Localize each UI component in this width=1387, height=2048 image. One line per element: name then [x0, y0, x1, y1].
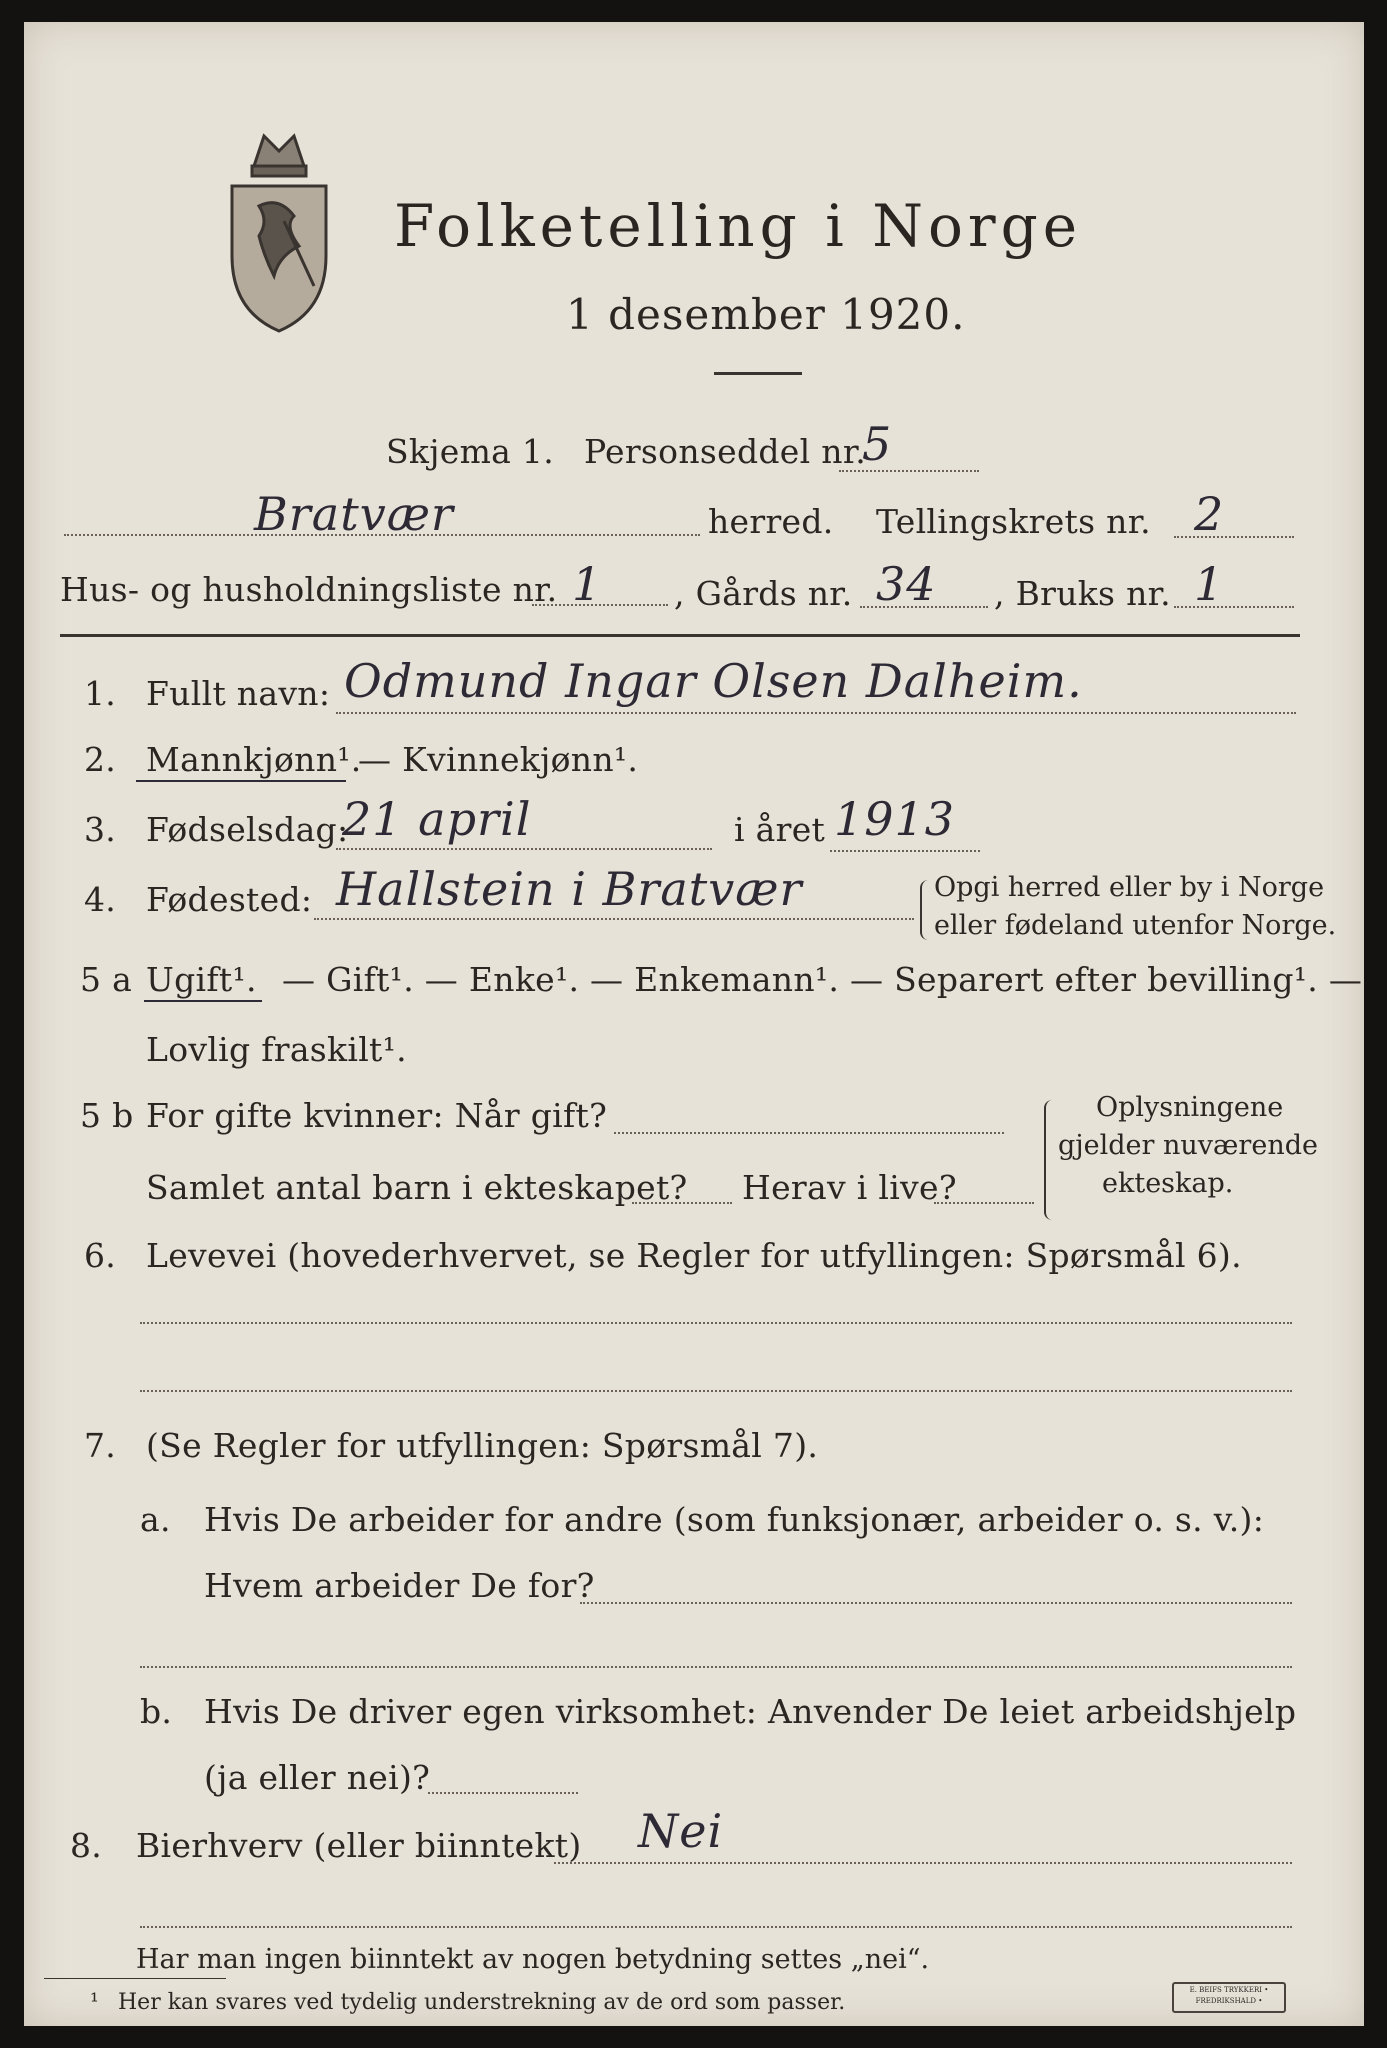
q7a-letter: a.	[140, 1500, 171, 1539]
q4-label: Fødested:	[146, 880, 313, 919]
q6-number: 6.	[84, 1236, 117, 1275]
printer-stamp: E. BEIFS TRYKKERI • FREDRIKSHALD •	[1172, 1982, 1286, 2013]
footnote-text: Her kan svares ved tydelig understrekning av de ord som passer.	[118, 1990, 846, 2015]
footnote-rule	[44, 1978, 226, 1979]
q4-field-line	[314, 918, 914, 920]
q3-year-field-line	[830, 850, 980, 852]
q7b-line2: (ja eller nei)?	[204, 1758, 431, 1797]
q5b-alive-field-line	[934, 1202, 1034, 1204]
q5b-children-field-line	[632, 1202, 732, 1204]
q7b-line1: Hvis De driver egen virksomhet: Anvender De leiet arbeidshjelp	[204, 1692, 1297, 1731]
footnote-mark: ¹	[90, 1990, 99, 2015]
tellingskrets-field-line	[1174, 536, 1294, 538]
census-date: 1 desember 1920.	[566, 290, 966, 339]
q6-field-line-2	[140, 1390, 1292, 1392]
q7b-letter: b.	[140, 1692, 173, 1731]
birth-year-value[interactable]: 1913	[834, 792, 956, 846]
bruks-label: , Bruks nr.	[994, 574, 1171, 613]
q3-label: Fødselsdag:	[146, 810, 349, 849]
q3-number: 3.	[84, 810, 117, 849]
q6-label: Levevei (hovederhvervet, se Regler for utfyllingen: Spørsmål 6).	[146, 1236, 1242, 1275]
q5a-ugift-underline	[144, 1000, 262, 1002]
personseddel-label: Personseddel nr.	[584, 432, 867, 471]
q3-field-line	[336, 848, 712, 850]
q5b-note-line1: Oplysningene	[1096, 1092, 1284, 1123]
q5b-alive-label: Herav i live?	[742, 1168, 957, 1207]
gards-label: , Gårds nr.	[674, 574, 853, 613]
form-title: Folketelling i Norge	[394, 192, 1083, 260]
q5b-married-field-line	[614, 1132, 1004, 1134]
q5a-other-options[interactable]: — Gift¹. — Enke¹. — Enkemann¹. — Separert efter bevilling¹. —	[282, 960, 1363, 999]
schema-label: Skjema 1.	[386, 432, 555, 471]
q7a-field-line-2	[140, 1666, 1292, 1668]
census-form	[24, 22, 1364, 2026]
q5b-note-line2: gjelder nuværende	[1058, 1130, 1318, 1161]
q8-number: 8.	[70, 1826, 103, 1865]
q7a-line2: Hvem arbeider De for?	[204, 1566, 595, 1605]
q2-female-option[interactable]: — Kvinnekjønn¹.	[358, 740, 639, 779]
section-rule	[60, 634, 1300, 637]
tellingskrets-value[interactable]: 2	[1194, 487, 1225, 541]
q3-year-label: i året	[734, 810, 826, 849]
personseddel-field-line	[839, 470, 979, 472]
q5b-note-line3: ekteskap.	[1102, 1168, 1234, 1199]
q6-field-line-1	[140, 1322, 1292, 1324]
hus-value[interactable]: 1	[572, 557, 603, 611]
q7-label: (Se Regler for utfyllingen: Spørsmål 7).	[146, 1426, 819, 1465]
birthday-value[interactable]: 21 april	[342, 792, 532, 846]
q8-note: Har man ingen biinntekt av nogen betydning settes „nei“.	[136, 1944, 930, 1975]
q5b-brace	[1044, 1100, 1054, 1220]
q4-number: 4.	[84, 880, 117, 919]
tellingskrets-label: Tellingskrets nr.	[876, 502, 1151, 541]
q5a-ugift-option[interactable]: Ugift¹.	[146, 960, 257, 999]
herred-label: herred.	[708, 502, 834, 541]
q4-note-line1: Opgi herred eller by i Norge	[934, 872, 1325, 903]
birthplace-value[interactable]: Hallstein i Bratvær	[336, 862, 803, 916]
q1-field-line	[336, 712, 1296, 714]
side-income-value[interactable]: Nei	[638, 1804, 724, 1858]
q7b-field-line	[428, 1792, 578, 1794]
q7a-field-line-1	[580, 1602, 1292, 1604]
q5a-fraskilt-option[interactable]: Lovlig fraskilt¹.	[146, 1030, 407, 1069]
q1-number: 1.	[84, 674, 117, 713]
coat-of-arms-icon	[224, 126, 334, 336]
q8-field-line-2	[140, 1926, 1292, 1928]
title-divider	[714, 372, 802, 375]
q5b-number: 5 b	[80, 1096, 134, 1135]
q4-brace	[920, 880, 930, 940]
personseddel-value[interactable]: 5	[862, 417, 893, 471]
q5a-number: 5 a	[80, 960, 133, 999]
hus-label: Hus- og husholdningsliste nr.	[60, 570, 558, 609]
q1-label: Fullt navn:	[146, 674, 331, 713]
q7a-line1: Hvis De arbeider for andre (som funksjonær, arbeider o. s. v.):	[204, 1500, 1265, 1539]
full-name-value[interactable]: Odmund Ingar Olsen Dalheim.	[344, 654, 1083, 708]
q7-number: 7.	[84, 1426, 117, 1465]
q4-note-line2: eller fødeland utenfor Norge.	[934, 910, 1337, 941]
q8-label: Bierhverv (eller biinntekt)	[136, 1826, 582, 1865]
q8-field-line-1	[554, 1862, 1292, 1864]
q2-male-underline	[136, 780, 346, 782]
q2-male-option[interactable]: Mannkjønn¹.	[146, 740, 362, 779]
q5b-label: For gifte kvinner: Når gift?	[146, 1096, 608, 1135]
herred-value[interactable]: Bratvær	[254, 487, 454, 541]
q2-number: 2.	[84, 740, 117, 779]
gards-value[interactable]: 34	[876, 557, 937, 611]
bruks-value[interactable]: 1	[1194, 557, 1225, 611]
q5b-children-label: Samlet antal barn i ekteskapet?	[146, 1168, 688, 1207]
bruks-field-line	[1174, 606, 1294, 608]
